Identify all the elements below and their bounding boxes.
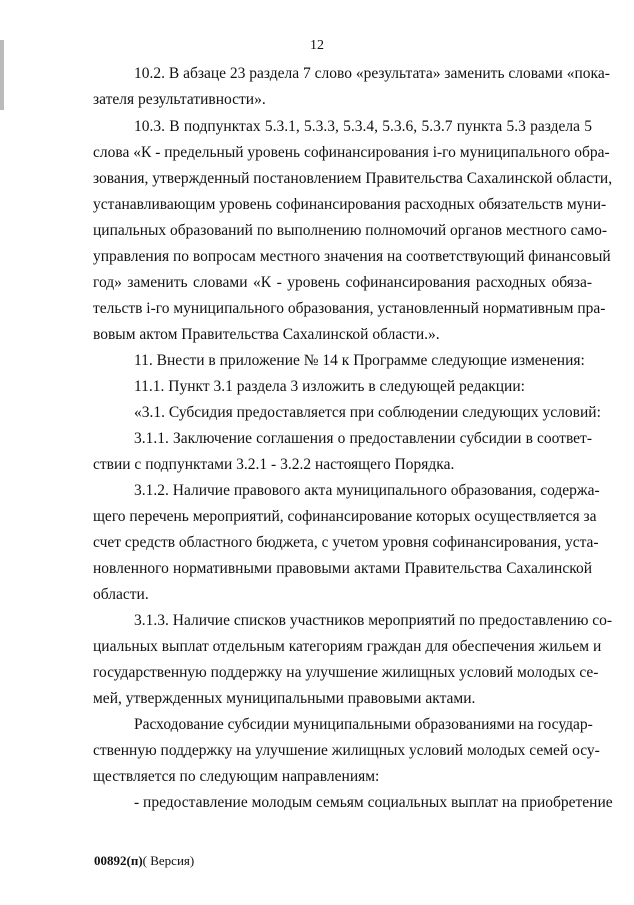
text-line: области. [93, 586, 149, 603]
text-line: тельств i-го муниципального образования, установленный нормативным пра- [93, 300, 606, 317]
text-line: 11. Внести в приложение № 14 к Программе следующие изменения: [134, 352, 585, 369]
text-line: новленного нормативными правовыми актами Правительства Сахалинской [93, 560, 592, 577]
text-line: - предоставление молодым семьям социальных выплат на приобретение [134, 794, 613, 811]
text-line: ществляется по следующим направлениям: [93, 768, 380, 785]
footer-code: 00892(п) [94, 853, 143, 868]
text-line: 10.3. В подпунктах 5.3.1, 5.3.3, 5.3.4, 5.3.6, 5.3.7 пункта 5.3 раздела 5 [134, 118, 592, 135]
text-line: 3.1.1. Заключение соглашения о предоставлении субсидии в соответ- [134, 430, 592, 447]
text-line: год» заменить словами «К - уровень софинансирования расходных обяза- [93, 274, 592, 291]
text-line: управления по вопросам местного значения на соответствующий финансовый [93, 248, 611, 265]
text-line: 3.1.2. Наличие правового акта муниципального образования, содержа- [134, 482, 600, 499]
page-number: 12 [310, 38, 324, 53]
text-line: вовым актом Правительства Сахалинской области.». [93, 326, 440, 343]
text-line: зателя результативности». [93, 91, 266, 108]
text-line: ствии с подпунктами 3.2.1 - 3.2.2 настоящего Порядка. [93, 456, 455, 473]
text-line: государственную поддержку на улучшение жилищных условий молодых се- [93, 664, 599, 681]
text-line: 3.1.3. Наличие списков участников мероприятий по предоставлению со- [134, 612, 613, 629]
footer-version-label: ( Версия) [142, 853, 195, 868]
text-line: 11.1. Пункт 3.1 раздела 3 изложить в следующей редакции: [134, 378, 525, 395]
text-line: ципальных образований по выполнению полномочий органов местного само- [93, 222, 608, 239]
text-line: ственную поддержку на улучшение жилищных условий молодых семей осу- [93, 742, 600, 759]
text-line: Расходование субсидии муниципальными образованиями на государ- [134, 716, 593, 733]
text-line: слова «К - предельный уровень софинансирования i-го муниципального обра- [93, 144, 610, 161]
text-line: счет средств областного бюджета, с учетом уровня софинансирования, уста- [93, 534, 599, 551]
text-line: щего перечень мероприятий, софинансирование которых осуществляется за [93, 508, 597, 525]
document-footer [94, 853, 194, 869]
text-line: циальных выплат отдельным категориям граждан для обеспечения жильем и [93, 638, 602, 655]
text-line: зования, утвержденный постановлением Правительства Сахалинской области, [93, 170, 613, 187]
text-line: 10.2. В абзаце 23 раздела 7 слово «результата» заменить словами «пока- [134, 65, 610, 82]
text-line: мей, утвержденных муниципальными правовыми актами. [93, 690, 476, 707]
text-line: устанавливающим уровень софинансирования расходных обязательств муни- [93, 196, 607, 213]
text-line: «3.1. Субсидия предоставляется при соблюдении следующих условий: [134, 404, 601, 421]
